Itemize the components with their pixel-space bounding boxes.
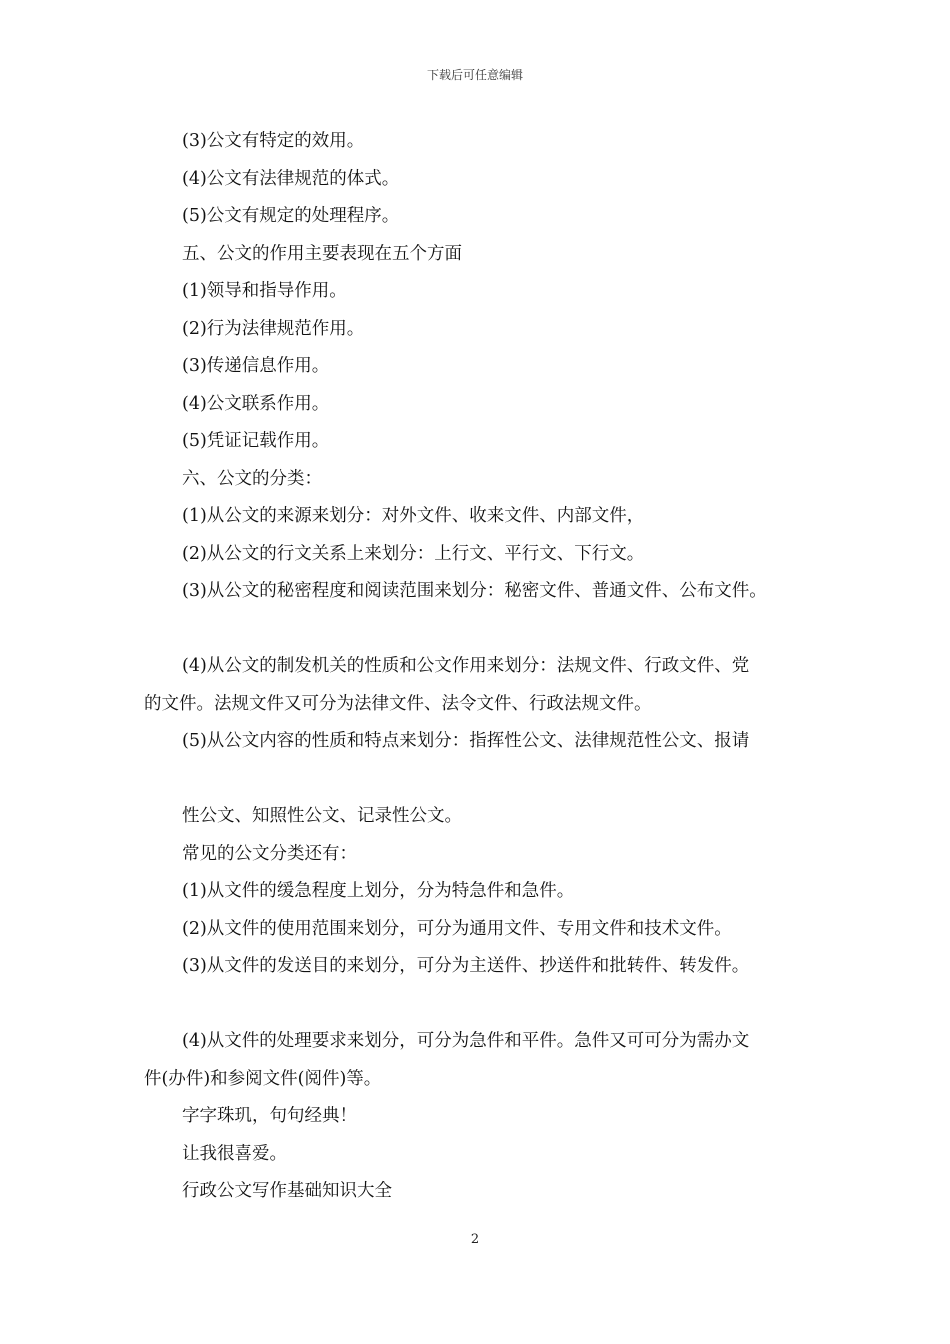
paragraph-line: 让我很喜爱。 <box>182 1143 287 1164</box>
page-header: 下载后可任意编辑 <box>426 68 523 82</box>
paragraph-line: (3)公文有特定的效用。 <box>182 131 365 151</box>
blank-line <box>144 611 824 649</box>
page-number: 2 <box>470 1232 480 1247</box>
section-heading: 五、公文的作用主要表现在五个方面 <box>182 243 462 264</box>
paragraph-line: (5)从公文内容的性质和特点来划分：指挥性公文、法律规范性公文、报请 <box>182 731 750 751</box>
paragraph-line: (2)从文件的使用范围来划分，可分为通用文件、专用文件和技术文件。 <box>182 918 732 939</box>
blank-line <box>144 986 824 1024</box>
paragraph-line: 常见的公文分类还有： <box>182 843 357 864</box>
paragraph-line: 字字珠玑，句句经典！ <box>182 1106 357 1126</box>
paragraph-line: (1)从文件的缓急程度上划分，分为特急件和急件。 <box>182 881 575 901</box>
paragraph-line: (3)从文件的发送目的来划分，可分为主送件、抄送件和批转件、转发件。 <box>182 956 750 976</box>
paragraph-line: (4)从文件的处理要求来划分，可分为急件和平件。急件又可可分为需办文 <box>182 1031 750 1051</box>
paragraph-line: (1)领导和指导作用。 <box>182 281 347 301</box>
paragraph-line-continued: 的文件。法规文件又可分为法律文件、法令文件、行政法规文件。 <box>144 693 652 714</box>
paragraph-line-continued: 件(办件)和参阅文件(阅件)等。 <box>144 1068 382 1089</box>
paragraph-line: (5)凭证记载作用。 <box>182 431 330 451</box>
paragraph-line: (1)从公文的来源来划分：对外文件、收来文件、内部文件， <box>182 506 645 526</box>
paragraph-line: (3)从公文的秘密程度和阅读范围来划分：秘密文件、普通文件、公布文件。 <box>182 581 767 601</box>
paragraph-line: (2)行为法律规范作用。 <box>182 318 365 339</box>
paragraph-line: 行政公文写作基础知识大全 <box>182 1181 392 1201</box>
blank-line <box>144 761 824 799</box>
paragraph-line: (4)公文联系作用。 <box>182 393 330 414</box>
paragraph-line: (4)从公文的制发机关的性质和公文作用来划分：法规文件、行政文件、党 <box>182 656 750 676</box>
paragraph-line: (2)从公文的行文关系上来划分：上行文、平行文、下行文。 <box>182 543 645 564</box>
paragraph-line: 性公文、知照性公文、记录性公文。 <box>182 806 462 826</box>
paragraph-line: (4)公文有法律规范的体式。 <box>182 168 400 189</box>
paragraph-line: (3)传递信息作用。 <box>182 356 330 376</box>
document-body <box>144 123 824 1211</box>
section-heading: 六、公文的分类： <box>182 468 322 489</box>
paragraph-line: (5)公文有规定的处理程序。 <box>182 206 400 226</box>
